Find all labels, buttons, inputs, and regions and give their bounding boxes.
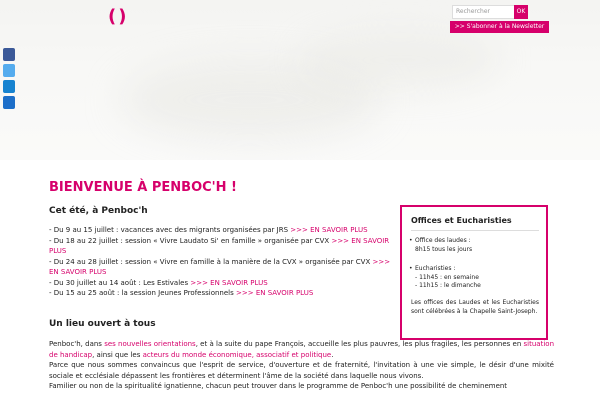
- event-more-link[interactable]: >>> EN SAVOIR PLUS: [49, 236, 390, 255]
- share-icon[interactable]: [3, 96, 15, 109]
- event-more-link[interactable]: >>> EN SAVOIR PLUS: [290, 226, 368, 234]
- offices-note: Les offices des Laudes et les Eucharisties sont célébrées à la Chapelle Saint-Joseph.: [411, 299, 539, 315]
- event-more-link[interactable]: >>> EN SAVOIR PLUS: [49, 257, 391, 276]
- bullet-icon: •: [409, 265, 413, 272]
- eucharist-label: Eucharisties :: [415, 265, 456, 272]
- event-item: - Du 18 au 22 juillet : session « Vivre Laudato Si' en famille » organisée par CVX: [49, 236, 332, 245]
- actors-link[interactable]: acteurs du monde économique, associatif et politique: [142, 350, 332, 359]
- page-title: BIENVENUE À PENBOC'H !: [49, 180, 237, 195]
- section-title-summer: Cet été, à Penboc'h: [49, 206, 148, 216]
- site-logo[interactable]: (): [108, 6, 129, 27]
- event-item: - Du 24 au 28 juillet : session « Vivre en famille à la manière de la CVX » organisée par CVX: [49, 257, 373, 266]
- hero-banner: [0, 0, 600, 160]
- event-more-link[interactable]: >>> EN SAVOIR PLUS: [236, 289, 314, 297]
- facebook-icon[interactable]: [3, 48, 15, 61]
- eucharist-sunday: - 11h15 : le dimanche: [415, 282, 481, 289]
- event-item: - Du 30 juillet au 14 août : Les Estivales: [49, 278, 191, 287]
- event-item: - Du 15 au 25 août : la session Jeunes Professionnels: [49, 289, 236, 297]
- orientations-link[interactable]: ses nouvelles orientations: [104, 340, 196, 348]
- section-title-open-place: Un lieu ouvert à tous: [49, 319, 156, 329]
- para-text: Penboc'h, dans: [49, 340, 105, 348]
- para-text: .: [331, 350, 334, 359]
- offices-box: [400, 205, 548, 340]
- office-time: 8h15 tous les jours: [415, 245, 473, 253]
- search-input[interactable]: Rechercher: [452, 5, 518, 19]
- hero-image-blur: [300, 30, 500, 90]
- eucharist-weekday: - 11h45 : en semaine: [415, 273, 479, 281]
- linkedin-icon[interactable]: [3, 80, 15, 93]
- event-more-link[interactable]: >>> EN SAVOIR PLUS: [190, 278, 268, 287]
- event-list: [49, 225, 392, 299]
- eucharist-list: [409, 265, 481, 291]
- divider: [411, 230, 539, 231]
- para-text: Parce que nous sommes convaincus que l'esprit de service, d'ouverture et de fraternité, l'invitation à une vie simple, le désir d'une mixité sociale et ecclésiale dépassent les frontières et déterminent l'âme de la société dans laquelle nous vivons.: [49, 361, 554, 380]
- para-text: Familier ou non de la spiritualité ignatienne, chacun peut trouver dans le programme de Penboc'h une possibilité de cheminement: [49, 382, 508, 390]
- search-button[interactable]: OK: [514, 5, 528, 19]
- handicap-link[interactable]: situation de handicap: [49, 340, 555, 359]
- para-text: , et à la suite du pape François, accueille les plus pauvres, les plus fragiles, les personnes en: [195, 340, 524, 348]
- intro-paragraph: [49, 339, 554, 392]
- event-item: - Du 9 au 15 juillet : vacances avec des migrants organisées par JRS: [49, 226, 291, 234]
- bullet-icon: •: [409, 237, 413, 244]
- para-text: , ainsi que les: [92, 350, 143, 359]
- twitter-icon[interactable]: [3, 64, 15, 77]
- office-label: Office des laudes :: [415, 237, 471, 244]
- office-list: [409, 237, 473, 254]
- offices-box-title: Offices et Eucharisties: [411, 216, 512, 225]
- newsletter-subscribe-button[interactable]: >> S'abonner à la Newsletter: [450, 21, 549, 33]
